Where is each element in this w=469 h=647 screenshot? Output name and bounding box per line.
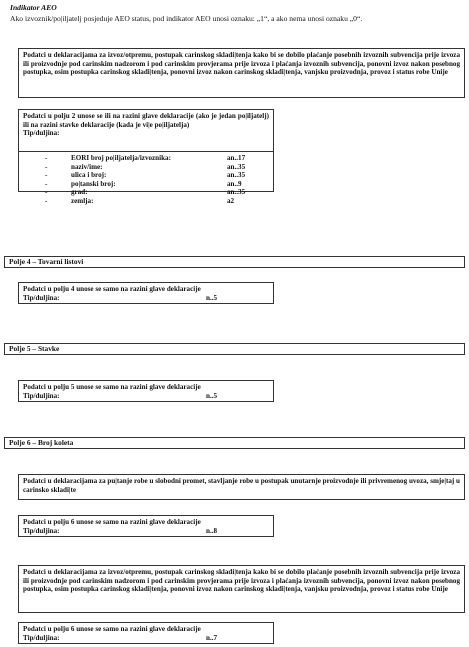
list-item-name: naziv/ime: bbox=[71, 162, 103, 171]
list-item-value: an..35 bbox=[227, 171, 246, 179]
polje6-scope-b-box bbox=[18, 565, 465, 613]
field2-tip-label: Tip/duljina: bbox=[23, 129, 60, 138]
list-item-name: ulica i broj: bbox=[71, 171, 107, 179]
field2-list-box bbox=[18, 151, 274, 205]
polje4-tip-label: Tip/duljina: bbox=[23, 293, 60, 302]
list-item bbox=[19, 154, 273, 163]
polje6-sub-a-tip-value: n..8 bbox=[206, 526, 218, 535]
field2-text: Podatci u polju 2 unose se ili na razini glave deklaracije (ako je jedan po|ilјatelj) ili na razini stavke deklaracije (kada je vi|e po|ilјatelja) bbox=[23, 112, 269, 129]
list-item-name: EORI broj po|ilјatelja/izvoznika: bbox=[71, 154, 171, 162]
polje5-tip-value: n..5 bbox=[206, 391, 218, 400]
polje6-sub-a-tip-label: Tip/duljina: bbox=[23, 526, 60, 535]
list-dash: - bbox=[45, 188, 48, 196]
list-item-value: an..35 bbox=[227, 162, 246, 171]
list-item-value: a2 bbox=[227, 196, 235, 205]
polje5-tip-label: Tip/duljina: bbox=[23, 391, 60, 400]
polje6-sub-b-text: Podatci u polju 6 unose se samo na razini glave deklaracije bbox=[23, 625, 201, 633]
polje6-sub-a-text: Podatci u polju 6 unose se samo na razini glave deklaracije bbox=[23, 518, 201, 526]
polje5-text: Podatci u polju 5 unose se samo na razini glave deklaracije bbox=[23, 383, 201, 391]
polje4-heading: Polje 4 – Tovarni listovi bbox=[4, 256, 465, 268]
polje6-sub-a-box bbox=[18, 515, 274, 537]
field2-box bbox=[18, 109, 274, 151]
list-item bbox=[19, 188, 273, 197]
list-item-value: an..17 bbox=[227, 154, 246, 162]
polje6-sub-b-tip-label: Tip/duljina: bbox=[23, 633, 60, 642]
list-item bbox=[19, 180, 273, 189]
polje4-tip-value: n..5 bbox=[206, 293, 218, 302]
polje6-heading: Polje 6 – Broj koleta bbox=[4, 437, 465, 449]
polje6-sub-b-box bbox=[18, 622, 274, 644]
list-dash: - bbox=[45, 162, 48, 171]
polje5-box bbox=[18, 380, 274, 402]
polje6-scope-b-text: Podatci u deklaracijama za izvoz/otpremu, postupak carinskog skladi|tenja kako bi se dobilo plaćanje posebnih izvoznih subvencija prije izvoza ili proizvodnje pod carinskim nadzorom i pod carinskim provjerama prije izvoza i plaćanja izvoznih subvencija, ponovni izvoz nakon posebnog postupka, osim postupka carinskog skladi|tenja, ponovni izvoz nakon carinskog skladi|tenja, vanjsku proizvodnja, provoz i status robe Unije bbox=[23, 568, 460, 594]
list-item-value: an..9 bbox=[227, 179, 242, 188]
list-item bbox=[19, 197, 273, 206]
list-item-name: po|tanski broj: bbox=[71, 179, 116, 188]
polje5-heading: Polje 5 – Stavke bbox=[4, 343, 465, 355]
list-item bbox=[19, 163, 273, 172]
declaration-scope-box bbox=[18, 48, 465, 98]
polje6-scope-a-text: Podatci u deklaracijama za pu|tanje robe u slobodni promet, stavljanje robe u postupak unutarnje proizvodnje ili privremenog uvoza, smje|taj u carinsko skladi|te bbox=[23, 477, 460, 494]
list-item-name: zemlja: bbox=[71, 196, 94, 205]
list-item-value: an..35 bbox=[227, 188, 246, 196]
polje4-text: Podatci u polju 4 unose se samo na razini glave deklaracije bbox=[23, 285, 201, 293]
list-item-name: grad: bbox=[71, 188, 88, 196]
declaration-scope-text: Podatci u deklaracijama za izvoz/otpremu, postupak carinskog skladi|tenja kako bi se dobilo plaćanje posebnih izvoznih subvencija prije izvoza ili proizvodnje pod carinskim nadzorom i pod carinskim provjerama prije izvoza i plaćanja izvoznih subvencija, ponovni izvoz nakon posebnog postupka, osim postupka carinskog skladi|tenja, ponovni izvoz nakon carinskog skladi|tenja, vanjsku proizvodnja, provoz i status robe Unije bbox=[23, 51, 460, 77]
list-dash: - bbox=[45, 196, 48, 205]
intro-text: Ako izvoznik/po|ilјatelj posjeduje AEO status, pod indikator AEO unosi oznaku: „1“, a ako nema unosi oznaku „0“. bbox=[10, 14, 363, 23]
section-title: Indikator AEO bbox=[10, 3, 57, 12]
list-item bbox=[19, 171, 273, 180]
polje4-box bbox=[18, 282, 274, 304]
polje6-scope-a-box bbox=[18, 474, 465, 500]
polje6-sub-b-tip-value: n..7 bbox=[206, 633, 218, 642]
field2-list bbox=[19, 154, 273, 205]
list-dash: - bbox=[45, 171, 48, 179]
list-dash: - bbox=[45, 154, 48, 162]
list-dash: - bbox=[45, 179, 48, 188]
